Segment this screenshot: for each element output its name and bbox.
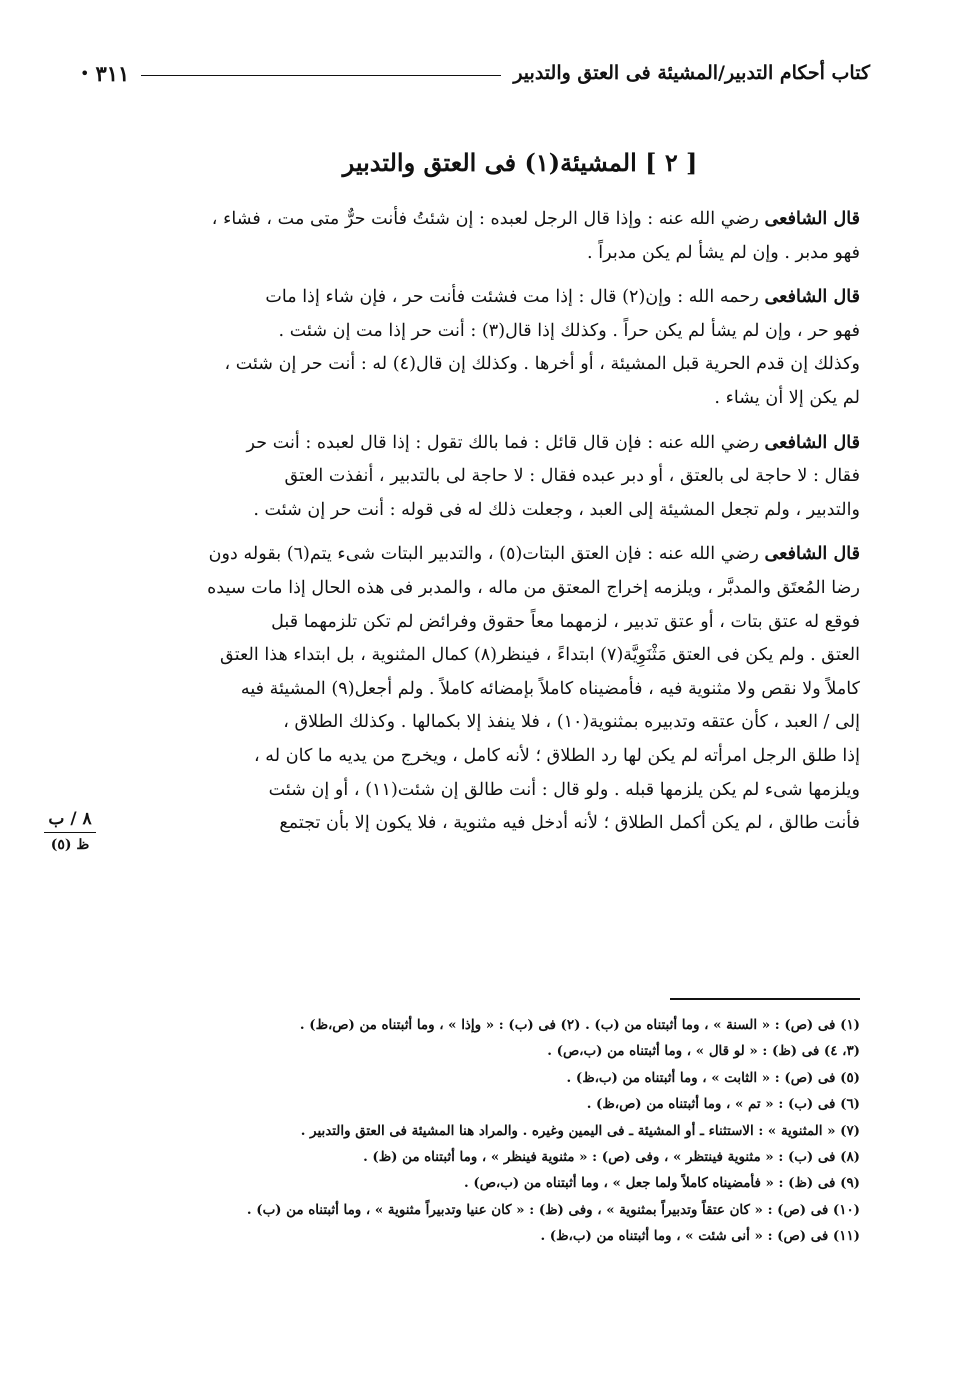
text-line: فوقع له عتق بتات ، أو عتق تدبير ، لزمهما معاً حقوق وفرائض لم تكن تلزمهما قبل [271,611,860,632]
running-header [80,58,870,88]
footnote: (١١) فى (ص) : « أنى شئت » ، وما أثبتناه من (ب،ظ) . [540,1228,860,1245]
text-line: والتدبير ، ولم تجعل المشيئة إلى العبد ، وجعلت ذلك له فى قوله : أنت حر إن شئت . [253,499,860,520]
text-line: فهو مدبر . وإن لم يشأ لم يكن مدبراً . [587,242,860,263]
margin-note-folio: ٨ / ب [48,809,92,829]
footnote-separator [670,998,860,1000]
paragraph-4 [118,537,860,840]
speaker-label: قال الشافعى [764,543,860,565]
body-text [118,202,860,851]
paragraph-2 [118,280,860,415]
footnotes [100,1012,860,1250]
footnote: (٣، ٤) فى (ظ) : « لو قال » ، وما أثبتناه من (ب،ص) . [547,1043,860,1060]
text-line: العتق . ولم يكن فى العتق مَثْنَوِيَّة(٧) ابتداءً ، فينظر(٨) كمال المثنوية ، بل ابتداء هذا العتق [220,645,860,666]
text-line: قال الشافعى رضي الله عنه : فإن العتق البتات(٥) ، والتدبير البتات شىء يتم(٦) بقوله دون [208,543,860,565]
text-line: لم يكن إلا أن يشاء . [714,387,860,408]
text-line: فهو حر ، وإن لم يشأ لم يكن حراً . وكذلك إذا قال(٣) : أنت حر إذا مت إن شئت . [278,320,860,341]
paragraph-3 [118,426,860,528]
text-line: قال الشافعى رحمه الله : وإن(٢) قال : إذا مت فشئت فأنت حر ، فإن شاء إذا مات [265,286,860,308]
footnote: (٨) فى (ب) : « مثنوية فينتظر » ، وفى (ص) : « مثنوية فينظر » ، وما أثبتناه من (ظ) . [363,1149,860,1166]
paragraph-1 [118,202,860,270]
text-line: قال الشافعى رضي الله عنه : فإن قال قائل : فما بالك تقول : إذا قال لعبده : أنت حر [246,431,860,453]
footnote: (٧) « المثنوية » : الاستثناء ـ أو المشيئة ـ فى اليمين وغيره . والمراد هنا المشيئة فى العتق والتدبير . [300,1122,860,1139]
text-line: قال الشافعى رضي الله عنه : وإذا قال الرجل لعبده : إن شئتُ فأنت حرٌّ متى مت ، فشاء ، [211,208,860,229]
page-number-dot: • [80,63,90,83]
text-line: إلى / العبد ، كأن عتقه وتدبيره بمثنوية(١٠) ، فلا ينفذ إلا بكمالها . وكذلك الطلاق ، [283,712,860,733]
header-rule [141,75,501,76]
manuscript-margin-note [38,808,102,855]
footnote: (٩) فى (ظ) : « فأمضيناه كاملاً ولما جعل » ، وما أثبتناه من (ب،ص) . [464,1175,860,1192]
margin-note-manuscript: ظ (٥) [50,837,90,853]
speaker-label: قال الشافعى [764,431,860,453]
footnote: (١٠) فى (ص) : « كان عتقاً وتدبيراً بمثنوية » ، وفى (ظ) : « كان عنيا وتدبيراً مثنوية » ، وما أثبتناه من (ب) . [246,1201,860,1218]
header-title: كتاب أحكام التدبير/المشيئة فى العتق والتدبير [513,62,870,84]
footnote: (٦) فى (ب) : « تم » ، وما أثبتناه من (ص،ظ) . [586,1096,860,1113]
text-line: ويلزمها شىء لم يكن يلزمها قبله . ولو قال : أنت طالق إن شئت(١١) ، أو إن شئت [268,779,860,800]
speaker-label: قال الشافعى [764,286,860,308]
speaker-label: قال الشافعى [764,208,860,229]
chapter-title: [ ٢ ] المشيئة(١) فى العتق والتدبير [342,148,698,177]
text-line: رضا المُعتَق والمدبَّر ، ويلزمه إخراج المعتق من ماله ، والمدبر فى هذه الحال إذا مات سيده [207,577,860,598]
text-line: إذا طلق الرجل امرأته لم يكن لها رد الطلاق ؛ لأنه كامل ، ويخرج من يديه ما كان له ، [254,745,860,766]
text-line: فأنت طالق ، لم يكن أكمل الطلاق ؛ لأنه أدخل فيه مثنوية ، فلا يكون إلا بأن تجتمع [279,813,860,834]
footnote: (٥) فى (ص) : « الثابت » ، وما أثبتناه من (ب،ظ) . [566,1069,860,1086]
footnote: (١) فى (ص) : « السنة » ، وما أثبتناه من (ب) . (٢) فى (ب) : « وإذا » ، وما أثبتناه من (ص،ظ) . [299,1017,860,1033]
text-line: كاملاً ولا نقص ولا مثنوية فيه ، فأمضيناه كاملاً بإمضائه كاملاً . ولم أجعل(٩) المشيئة فيه [240,678,860,699]
page-number: ٣١١ [95,60,130,86]
margin-note-rule [44,832,96,833]
text-line: فقال : لا حاجة لى بالعتق ، أو دبر عبده فقال : لا حاجة لى بالتدبير ، أنفذت العتق [284,466,860,487]
text-line: وكذلك إن قدم الحرية قبل المشيئة ، أو أخرها . وكذلك إن قال(٤) له : أنت حر إن شئت ، [224,354,860,375]
